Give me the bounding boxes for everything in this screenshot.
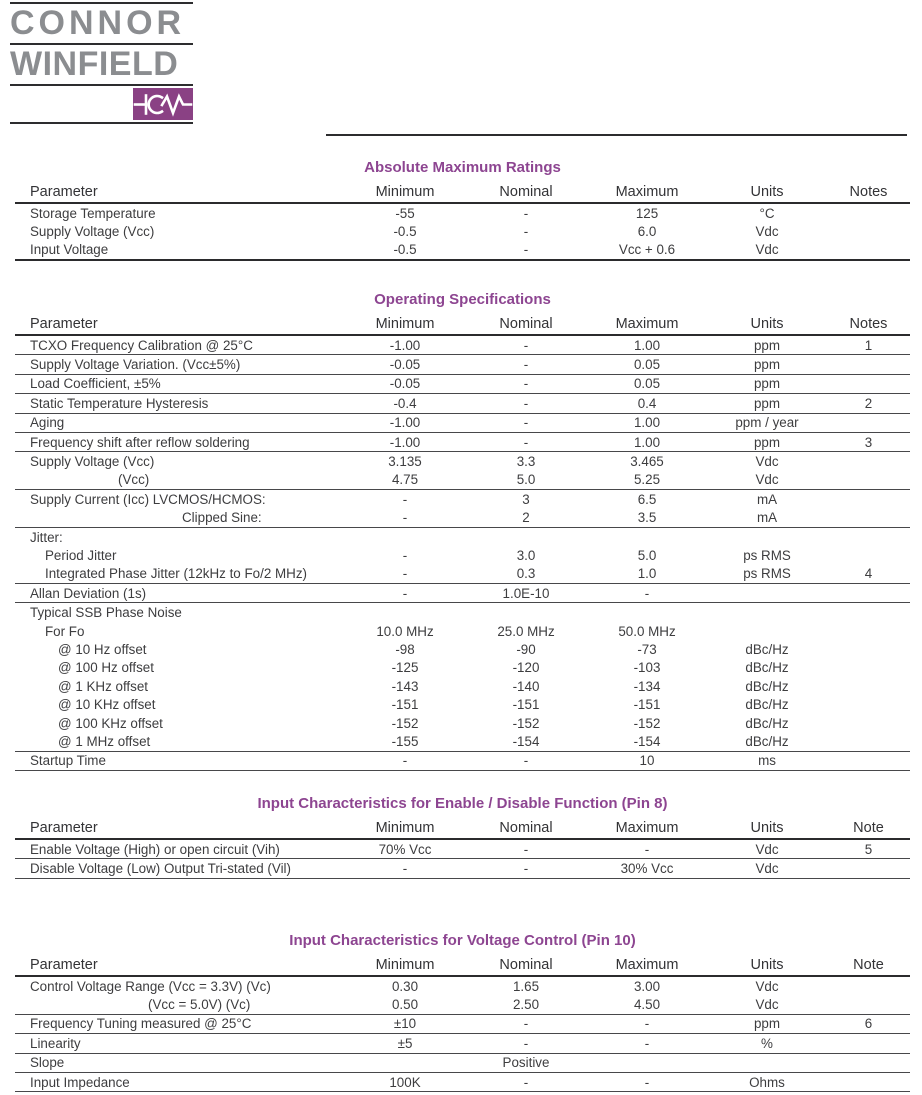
cell-note: 3: [864, 434, 873, 450]
cell-units: ppm: [753, 1016, 781, 1032]
table-row: [15, 414, 910, 432]
column-header-param: Parameter: [30, 820, 98, 836]
cell-nom: -: [523, 357, 529, 373]
cell-min: 70% Vcc: [378, 841, 432, 857]
column-header-min: Minimum: [375, 316, 435, 332]
logo-text-connor: CONNOR: [10, 4, 186, 42]
column-header-min: Minimum: [375, 820, 435, 836]
cell-min: -152: [391, 715, 419, 731]
cell-param: Input Impedance: [30, 1074, 130, 1090]
table-row: [15, 222, 910, 240]
cell-max: 1.00: [633, 337, 661, 353]
cell-param: Frequency shift after reflow soldering: [30, 434, 250, 450]
cell-units: ms: [758, 753, 776, 769]
table-header-row: [15, 180, 910, 204]
cell-units: ppm / year: [735, 415, 799, 431]
cell-max: 10: [639, 753, 655, 769]
cell-max: -134: [633, 678, 661, 694]
cell-min: -0.4: [393, 395, 417, 411]
cell-param: Static Temperature Hysteresis: [30, 395, 209, 411]
cell-nom: 3.3: [516, 454, 536, 470]
logo-icon-row: [10, 86, 193, 122]
cell-nom: -: [523, 376, 529, 392]
cell-param: @ 10 Hz offset: [58, 641, 147, 657]
table-row: [15, 241, 910, 259]
cell-units: dBc/Hz: [745, 715, 789, 731]
cell-max: -154: [633, 733, 661, 749]
cell-param: TCXO Frequency Calibration @ 25°C: [30, 337, 253, 353]
column-header-note: Note: [853, 957, 884, 973]
cell-param: (Vcc): [118, 472, 150, 488]
cell-min: 0.50: [391, 997, 419, 1013]
cell-nom: -: [523, 753, 529, 769]
cell-nom: -: [523, 337, 529, 353]
connor-winfield-logo: [10, 2, 193, 124]
cell-nom: Positive: [502, 1055, 550, 1071]
table-row: [15, 355, 910, 373]
table-header-row: [15, 312, 910, 336]
cell-max: 1.00: [633, 434, 661, 450]
cell-min: -1.00: [389, 434, 421, 450]
table-row-group: [15, 222, 910, 240]
cell-param: For Fo: [45, 623, 85, 639]
cell-units: Vdc: [755, 454, 779, 470]
table-row-group: [15, 584, 910, 603]
cell-units: Vdc: [755, 861, 779, 877]
cell-nom: -: [523, 415, 529, 431]
cell-max: -151: [633, 697, 661, 713]
table-title-voltage-control: Input Characteristics for Voltage Control (Pin 10): [289, 932, 636, 949]
cell-max: 6.0: [637, 224, 657, 240]
cell-nom: -140: [512, 678, 540, 694]
cell-units: dBc/Hz: [745, 678, 789, 694]
column-header-units: Units: [750, 184, 784, 200]
cell-max: 3.5: [637, 510, 657, 526]
table-row: [15, 840, 910, 858]
cell-min: -: [402, 491, 408, 507]
cell-nom: 25.0 MHz: [497, 623, 555, 639]
cell-nom: -152: [512, 715, 540, 731]
table-row: [15, 977, 910, 995]
column-header-min: Minimum: [375, 957, 435, 973]
cell-min: -: [402, 566, 408, 582]
cell-min: -1.00: [389, 337, 421, 353]
column-header-note: Note: [853, 820, 884, 836]
cell-max: 5.0: [637, 547, 657, 563]
cell-max: 4.50: [633, 997, 661, 1013]
cell-units: %: [761, 1035, 773, 1051]
cell-note: 5: [864, 841, 873, 857]
cell-param: Supply Voltage (Vcc): [30, 454, 155, 470]
cell-min: -: [402, 753, 408, 769]
column-header-max: Maximum: [615, 316, 679, 332]
table-row: [15, 375, 910, 393]
cell-min: -125: [391, 660, 419, 676]
table-section-absolute-maximum-ratings: [0, 158, 922, 261]
cell-max: 30% Vcc: [620, 861, 674, 877]
table-row: [15, 640, 910, 658]
table-section-voltage-control: [0, 931, 922, 1092]
cell-param: Supply Voltage (Vcc): [30, 224, 155, 240]
cell-nom: -: [523, 1074, 529, 1090]
table-section-enable-disable-function: [0, 794, 922, 879]
table-row: [15, 677, 910, 695]
table-row-group: [15, 752, 910, 771]
cell-units: Vdc: [755, 978, 779, 994]
cell-param: Supply Voltage Variation. (Vcc±5%): [30, 357, 241, 373]
column-header-nom: Nominal: [499, 820, 553, 836]
cell-param: Enable Voltage (High) or open circuit (Vih): [30, 841, 280, 857]
table-row: [15, 394, 910, 412]
table-row-group: [15, 528, 910, 584]
cell-max: -73: [637, 641, 657, 657]
table-row: [15, 336, 910, 354]
table-row: [15, 471, 910, 489]
cell-nom: -: [523, 1016, 529, 1032]
cell-units: Vdc: [755, 472, 779, 488]
cell-min: ±10: [393, 1016, 417, 1032]
cell-nom: 1.0E-10: [502, 585, 550, 601]
cell-max: 3.00: [633, 978, 661, 994]
table-row: [15, 603, 910, 621]
cell-units: °C: [759, 205, 775, 221]
cw-waveform-icon: [133, 88, 193, 120]
cell-param: @ 100 Hz offset: [58, 660, 154, 676]
cell-max: -: [644, 585, 650, 601]
cell-min: 100K: [389, 1074, 421, 1090]
cell-max: 1.0: [637, 566, 657, 582]
cell-param: (Vcc = 5.0V) (Vc): [148, 997, 251, 1013]
spec-table-absolute-maximum-ratings: [15, 180, 910, 261]
cell-nom: -: [523, 224, 529, 240]
cell-nom: -151: [512, 697, 540, 713]
cell-min: ±5: [397, 1035, 413, 1051]
table-row-group: [15, 452, 910, 490]
table-section-operating-specifications: [0, 290, 922, 771]
cell-max: 0.05: [633, 376, 661, 392]
cell-units: dBc/Hz: [745, 733, 789, 749]
cell-min: -: [402, 861, 408, 877]
cell-min: -0.05: [389, 357, 421, 373]
cell-nom: 3.0: [516, 547, 536, 563]
table-row: [15, 622, 910, 640]
cell-units: dBc/Hz: [745, 641, 789, 657]
cell-nom: 0.3: [516, 566, 536, 582]
cell-nom: -: [523, 395, 529, 411]
cell-nom: 2: [522, 510, 530, 526]
table-row-group: [15, 603, 910, 751]
cell-max: 1.00: [633, 415, 661, 431]
cell-param: @ 100 KHz offset: [58, 715, 163, 731]
spec-table-voltage-control: [15, 953, 910, 1092]
cell-max: 5.25: [633, 472, 661, 488]
cell-nom: 2.50: [512, 997, 540, 1013]
cell-nom: -90: [516, 641, 536, 657]
table-row-group: [15, 336, 910, 355]
table-row: [15, 659, 910, 677]
table-row: [15, 732, 910, 750]
table-row: [15, 584, 910, 602]
cell-param: Clipped Sine:: [182, 510, 262, 526]
logo-bottom-rule: [10, 122, 193, 124]
table-row-group: [15, 355, 910, 374]
cell-nom: -: [523, 205, 529, 221]
table-row: [15, 1034, 910, 1052]
column-header-param: Parameter: [30, 184, 98, 200]
cell-param: Control Voltage Range (Vcc = 3.3V) (Vc): [30, 978, 271, 994]
cell-units: Vdc: [755, 841, 779, 857]
table-header-row: [15, 953, 910, 977]
cell-max: -103: [633, 660, 661, 676]
table-row: [15, 490, 910, 508]
column-header-max: Maximum: [615, 184, 679, 200]
column-header-nom: Nominal: [499, 316, 553, 332]
cell-units: ppm: [753, 376, 781, 392]
cell-max: -: [644, 841, 650, 857]
table-row: [15, 204, 910, 222]
table-row: [15, 859, 910, 877]
cell-min: -143: [391, 678, 419, 694]
cell-nom: -: [523, 1035, 529, 1051]
cell-note: 2: [864, 395, 873, 411]
table-title-enable-disable-function: Input Characteristics for Enable / Disable Function (Pin 8): [257, 795, 668, 812]
table-row-group: [15, 1054, 910, 1073]
table-row-group: [15, 204, 910, 222]
cell-nom: -: [523, 841, 529, 857]
table-row: [15, 1054, 910, 1072]
cell-nom: -: [523, 242, 529, 258]
table-row-group: [15, 414, 910, 433]
cell-min: -0.5: [393, 242, 417, 258]
cell-units: ppm: [753, 395, 781, 411]
cell-units: Vdc: [755, 242, 779, 258]
cell-param: Startup Time: [30, 753, 106, 769]
cell-nom: -154: [512, 733, 540, 749]
cell-max: -: [644, 1035, 650, 1051]
column-header-param: Parameter: [30, 957, 98, 973]
table-row-group: [15, 490, 910, 528]
cell-max: 0.05: [633, 357, 661, 373]
header-divider-rule: [326, 134, 907, 136]
spec-table-operating-specifications: [15, 312, 910, 771]
cell-param: Frequency Tuning measured @ 25°C: [30, 1016, 252, 1032]
cell-min: -151: [391, 697, 419, 713]
table-row: [15, 714, 910, 732]
cell-units: mA: [756, 491, 778, 507]
table-row-group: [15, 859, 910, 878]
cell-nom: -: [523, 434, 529, 450]
cell-param: @ 1 KHz offset: [58, 678, 149, 694]
cell-param: Supply Current (Icc) LVCMOS/HCMOS:: [30, 491, 266, 507]
table-row: [15, 995, 910, 1013]
column-header-max: Maximum: [615, 820, 679, 836]
cell-max: -: [644, 1074, 650, 1090]
cell-units: dBc/Hz: [745, 660, 789, 676]
table-row-group: [15, 241, 910, 259]
cell-nom: 1.65: [512, 978, 540, 994]
column-header-units: Units: [750, 957, 784, 973]
cell-units: mA: [756, 510, 778, 526]
cell-param: Integrated Phase Jitter (12kHz to Fo/2 MHz): [45, 566, 307, 582]
table-row: [15, 509, 910, 527]
cell-min: -1.00: [389, 415, 421, 431]
cell-param: @ 10 KHz offset: [58, 697, 156, 713]
cell-units: Vdc: [755, 224, 779, 240]
cell-min: 10.0 MHz: [376, 623, 434, 639]
spec-table-enable-disable-function: [15, 816, 910, 879]
cell-min: -0.05: [389, 376, 421, 392]
cell-note: 1: [864, 337, 873, 353]
column-header-min: Minimum: [375, 184, 435, 200]
cell-param: Period Jitter: [45, 547, 117, 563]
column-header-units: Units: [750, 820, 784, 836]
table-header-row: [15, 816, 910, 840]
logo-text-winfield: WINFIELD: [10, 45, 179, 83]
table-row-group: [15, 394, 910, 413]
cell-param: Disable Voltage (Low) Output Tri-stated (Vil): [30, 861, 291, 877]
cell-min: -: [402, 510, 408, 526]
table-row-group: [15, 1073, 910, 1092]
cell-nom: 5.0: [516, 472, 536, 488]
cell-max: -: [644, 1016, 650, 1032]
table-row: [15, 433, 910, 451]
column-header-units: Units: [750, 316, 784, 332]
column-header-nom: Nominal: [499, 184, 553, 200]
cell-min: 4.75: [391, 472, 419, 488]
cell-min: -55: [395, 205, 415, 221]
cell-max: 125: [635, 205, 659, 221]
cell-param: Typical SSB Phase Noise: [30, 605, 182, 621]
cell-min: -0.5: [393, 224, 417, 240]
cell-param: Input Voltage: [30, 242, 109, 258]
cell-units: Ohms: [749, 1074, 785, 1090]
cell-max: 6.5: [637, 491, 657, 507]
cell-max: -152: [633, 715, 661, 731]
cell-param: Linearity: [30, 1035, 81, 1051]
cell-note: 4: [864, 566, 873, 582]
table-row-group: [15, 375, 910, 394]
column-header-param: Parameter: [30, 316, 98, 332]
cell-min: 0.30: [391, 978, 419, 994]
table-row: [15, 752, 910, 770]
cell-units: ps RMS: [743, 566, 791, 582]
cell-units: dBc/Hz: [745, 697, 789, 713]
table-row: [15, 1073, 910, 1091]
cell-nom: -: [523, 861, 529, 877]
cell-param: Load Coefficient, ±5%: [30, 376, 161, 392]
cell-param: @ 1 MHz offset: [58, 733, 151, 749]
cell-units: ppm: [753, 337, 781, 353]
cell-max: Vcc + 0.6: [618, 242, 676, 258]
table-title-operating-specifications: Operating Specifications: [374, 291, 551, 308]
table-row: [15, 1015, 910, 1033]
cell-param: Aging: [30, 415, 65, 431]
cell-min: -155: [391, 733, 419, 749]
cell-units: ppm: [753, 434, 781, 450]
cell-units: ppm: [753, 357, 781, 373]
cell-min: -: [402, 585, 408, 601]
cell-units: Vdc: [755, 997, 779, 1013]
table-row-group: [15, 840, 910, 859]
cell-min: 3.135: [388, 454, 422, 470]
cell-nom: -120: [512, 660, 540, 676]
table-row: [15, 565, 910, 583]
cell-nom: 3: [522, 491, 530, 507]
cell-param: Allan Deviation (1s): [30, 585, 147, 601]
table-row: [15, 695, 910, 713]
cell-units: ps RMS: [743, 547, 791, 563]
cell-param: Slope: [30, 1055, 65, 1071]
table-row: [15, 528, 910, 546]
table-row-group: [15, 1034, 910, 1053]
cell-min: -98: [395, 641, 415, 657]
column-header-max: Maximum: [615, 957, 679, 973]
cell-max: 0.4: [637, 395, 657, 411]
column-header-nom: Nominal: [499, 957, 553, 973]
table-row-group: [15, 433, 910, 452]
cell-param: Jitter:: [30, 529, 63, 545]
cell-min: -: [402, 547, 408, 563]
cell-max: 3.465: [630, 454, 664, 470]
cell-note: 6: [864, 1016, 873, 1032]
table-row-group: [15, 1015, 910, 1034]
table-row-group: [15, 977, 910, 1015]
table-row: [15, 546, 910, 564]
table-title-absolute-maximum-ratings: Absolute Maximum Ratings: [364, 159, 561, 176]
cell-param: Storage Temperature: [30, 205, 156, 221]
column-header-note: Notes: [849, 316, 888, 332]
column-header-note: Notes: [849, 184, 888, 200]
table-row: [15, 452, 910, 470]
cell-max: 50.0 MHz: [618, 623, 676, 639]
